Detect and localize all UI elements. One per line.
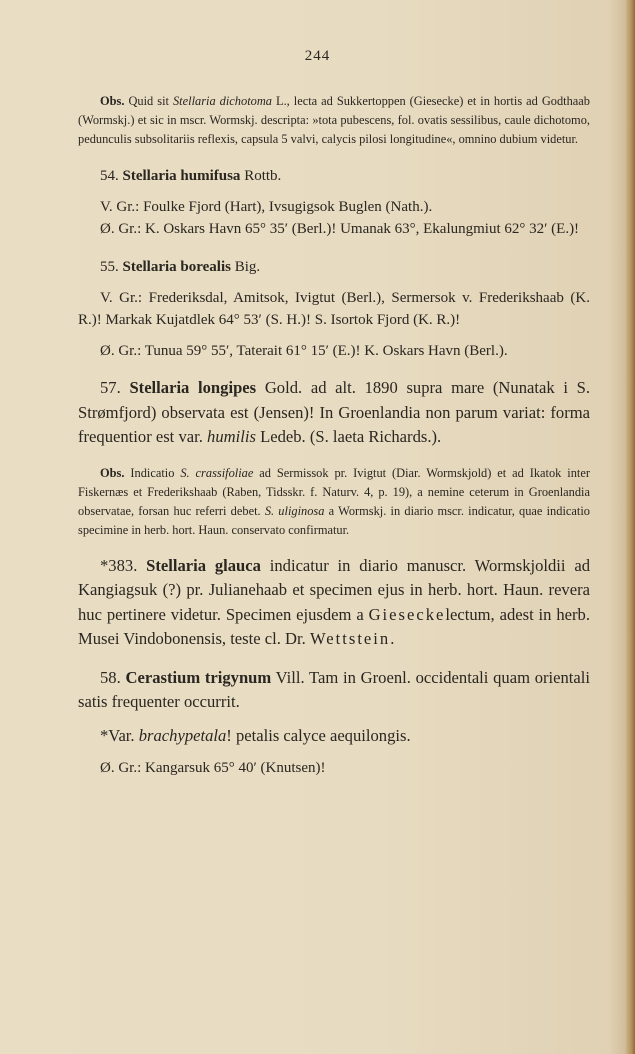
variety-name: brachypetala <box>138 725 227 745</box>
entry-383: *383. Stellaria glauca indicatur in diario manuscr. Wormskjoldii ad Kangiagsuk (?) pr. Julianehaab et specimen ejus in herb. hort. Haun. revera huc pertinere videtur. Specimen ejusdem a Gieseckelectum, adest in herb. Musei Vindobonensis, teste cl. Dr. Wettstein. <box>78 555 590 648</box>
obs-label: Obs. <box>100 94 125 108</box>
variety-name: humilis <box>207 427 256 446</box>
entry-58-east: Ø. Gr.: Kangarsuk 65° 40′ (Knutsen)! <box>100 760 326 776</box>
entry-54-west: V. Gr.: Foulke Fjord (Hart), Ivsugigsok Buglen (Nath.). <box>100 199 433 215</box>
obs-label: Obs. <box>100 465 125 480</box>
species-name: Stellaria glauca <box>146 555 261 575</box>
entry-58-variety: *Var. brachypetala! petalis calyce aequilongis. <box>100 725 411 745</box>
entry-57: 57. Stellaria longipes Gold. ad alt. 1890 supra mare (Nunatak i S. Strømfjord) observata est (Jensen)! In Groenlandia non parum variat: forma frequentior est var. humilis Ledeb. (S. laeta Richards.). <box>78 378 590 446</box>
person-name: Wettstein <box>309 629 391 648</box>
entry-58: 58. Cerastium trigynum Vill. Tam in Groenl. occidentali quam orientali satis frequenter occurrit. <box>78 667 590 711</box>
species-name: S. uliginosa <box>264 503 325 518</box>
species-name: Stellaria longipes <box>129 378 257 397</box>
entry-55-heading: 55. Stellaria borealis Big. <box>100 259 261 275</box>
species-name: Cerastium trigynum <box>125 667 272 687</box>
page-number: 244 <box>304 48 331 64</box>
page-edge-shadow <box>625 0 635 1054</box>
entry-54-heading: 54. Stellaria humifusa Rottb. <box>100 168 282 184</box>
page-content <box>78 92 590 779</box>
species-name: Stellaria borealis <box>122 259 231 275</box>
entry-54-east: Ø. Gr.: K. Oskars Havn 65° 35′ (Berl.)! Umanak 63°, Ekalungmiut 62° 32′ (E.)! <box>100 221 580 237</box>
obs-stellaria-dichotoma: Obs. Quid sit Stellaria dichotoma L., lecta ad Sukkertoppen (Giesecke) et in hortis ad Godthaab (Wormskj.) et sic in mscr. Wormskj. descripta: »tota pubescens, fol. ovatis sessilibus, caule dichotomo, pedunculis subsolitariis reflexis, capsula 5 valvi, calycis pilosi longitudine«, omnino dubium videtur. <box>78 94 591 146</box>
entry-55-west: V. Gr.: Frederiksdal, Amitsok, Ivigtut (Berl.), Sermersok v. Frederikshaab (K. R.)! Markak Kujatdlek 64° 53′ (S. H.)! S. Isortok Fjord (K. R.)! <box>78 290 590 328</box>
species-name: Stellaria dichotoma <box>172 94 272 108</box>
species-name: Stellaria humifusa <box>122 168 241 184</box>
entry-55-east: Ø. Gr.: Tunua 59° 55′, Taterait 61° 15′ (E.)! K. Oskars Havn (Berl.). <box>100 343 508 359</box>
obs-stellaria-crassifolia: Obs. Indicatio S. crassifoliae ad Sermissok pr. Ivigtut (Diar. Wormskjold) et ad Ikatok inter Fiskernæs et Frederikshaab (Raben, Tidsskr. f. Naturv. 4, p. 19), a nemine ceterum in Groenlandia observatae, forsan huc referri debet. S. uliginosa a Wormskj. in diario mscr. indicatur, quae indicatio specimine in herb. hort. Haun. conservato confirmatur. <box>78 465 590 537</box>
species-name: S. crassifoliae <box>180 465 254 480</box>
person-name: Giesecke <box>368 604 446 624</box>
